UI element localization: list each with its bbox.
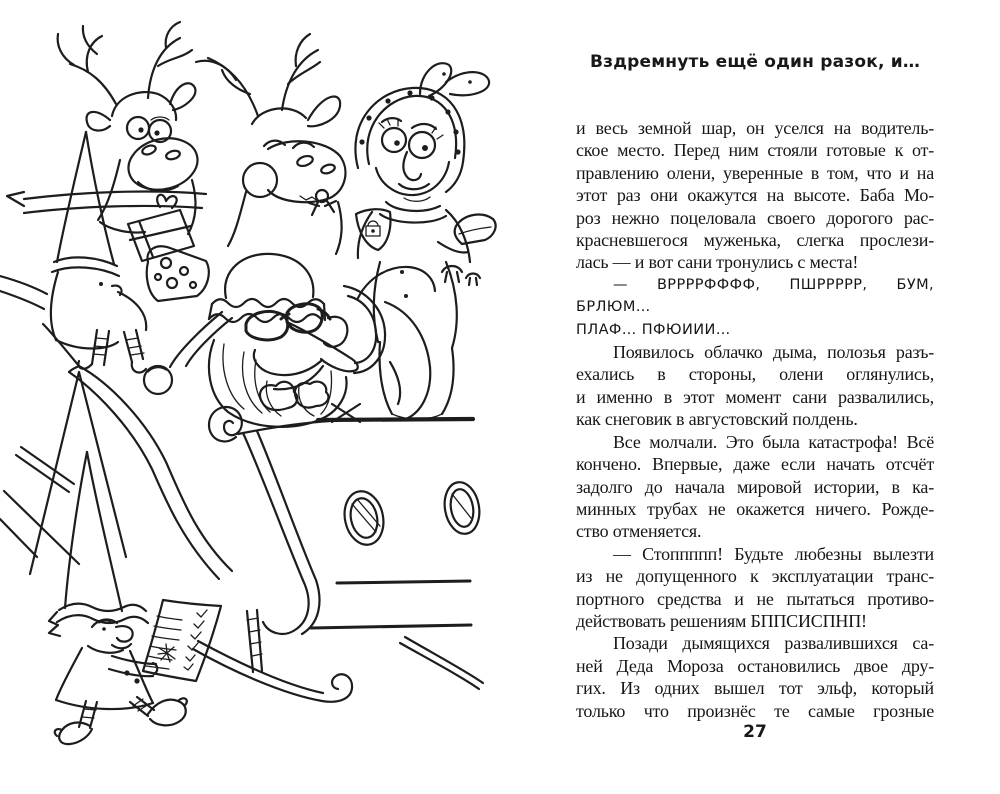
text-line: задолго до начала мировой истории, в ка- [576,476,934,497]
text-line: правлению олени, уверенные в том, что и на [576,162,934,183]
text-line: из не допущенного к эксплуатации транс- [576,566,934,587]
paragraph [576,632,934,722]
text-line: Позади дымящихся развалившихся са- [613,633,934,654]
page-number: 27 [743,722,767,742]
text-line: ПЛАФ… ПФЮИИИ… [576,321,731,338]
text-line: как снеговик в августовский полдень. [576,409,858,430]
paragraph [576,431,934,543]
running-head: Вздремнуть ещё один разок, и… [589,52,921,72]
text-line: Все молчали. Это была катастрофа! Всё [613,431,934,452]
text-line: — Стоппппп! Будьте любезны вылезти [613,543,934,564]
text-line: минных трубах не окажется ничего. Рожде- [576,498,934,519]
paragraph [576,274,934,341]
text-line: Появилось облачко дыма, полозья разъ- [613,342,934,363]
text-line: только что произнёс те самые грозные [576,700,934,721]
paragraph [576,341,934,431]
text-line: и именно в этот момент сани развалились, [576,386,934,407]
text-line: ское место. Перед ним стояли готовые к от- [576,140,934,161]
paragraph [576,543,934,633]
paragraph [576,117,934,274]
text-body [576,117,934,722]
gifts-and-cheese-icon [128,195,209,301]
reindeer-left-icon [58,22,203,234]
text-line: лась — и вот сани тронулись с места! [576,252,859,273]
text-line: — ВРРРРФФФФ, ПШРРРРР, БУМ, БРЛЮМ… [576,276,934,316]
checklist-paper-icon [143,600,221,681]
mrs-claus-icon [355,63,495,419]
text-line: роз нежно поцеловала своего дорогого рас- [576,207,934,228]
text-line: гих. Из одних вышел тот эльф, который [576,678,934,699]
text-line: действовать решениям БППСИСПНП! [576,610,867,631]
text-line: ство отменяется. [576,521,702,542]
text-line: и весь земной шар, он уселся на водитель- [576,118,934,138]
standing-elf-icon [51,132,146,373]
text-line: красневшегося муженька, слегка прослези- [576,230,934,251]
sleeping-santa-icon [144,254,435,427]
reindeer-right-icon [196,34,345,254]
text-line: ней Деда Мороза остановились двое дру- [576,655,934,676]
text-line: ехались в стороны, олени оглянулись, [576,364,934,385]
text-line: кончено. Впервые, даже если начать отсчёт [576,454,934,475]
walking-elf-icon [49,452,187,744]
text-line: портного средства и не пытаться противо- [576,588,934,609]
text-line: этот раз они окажутся на высоте. Баба Мо- [576,185,934,206]
